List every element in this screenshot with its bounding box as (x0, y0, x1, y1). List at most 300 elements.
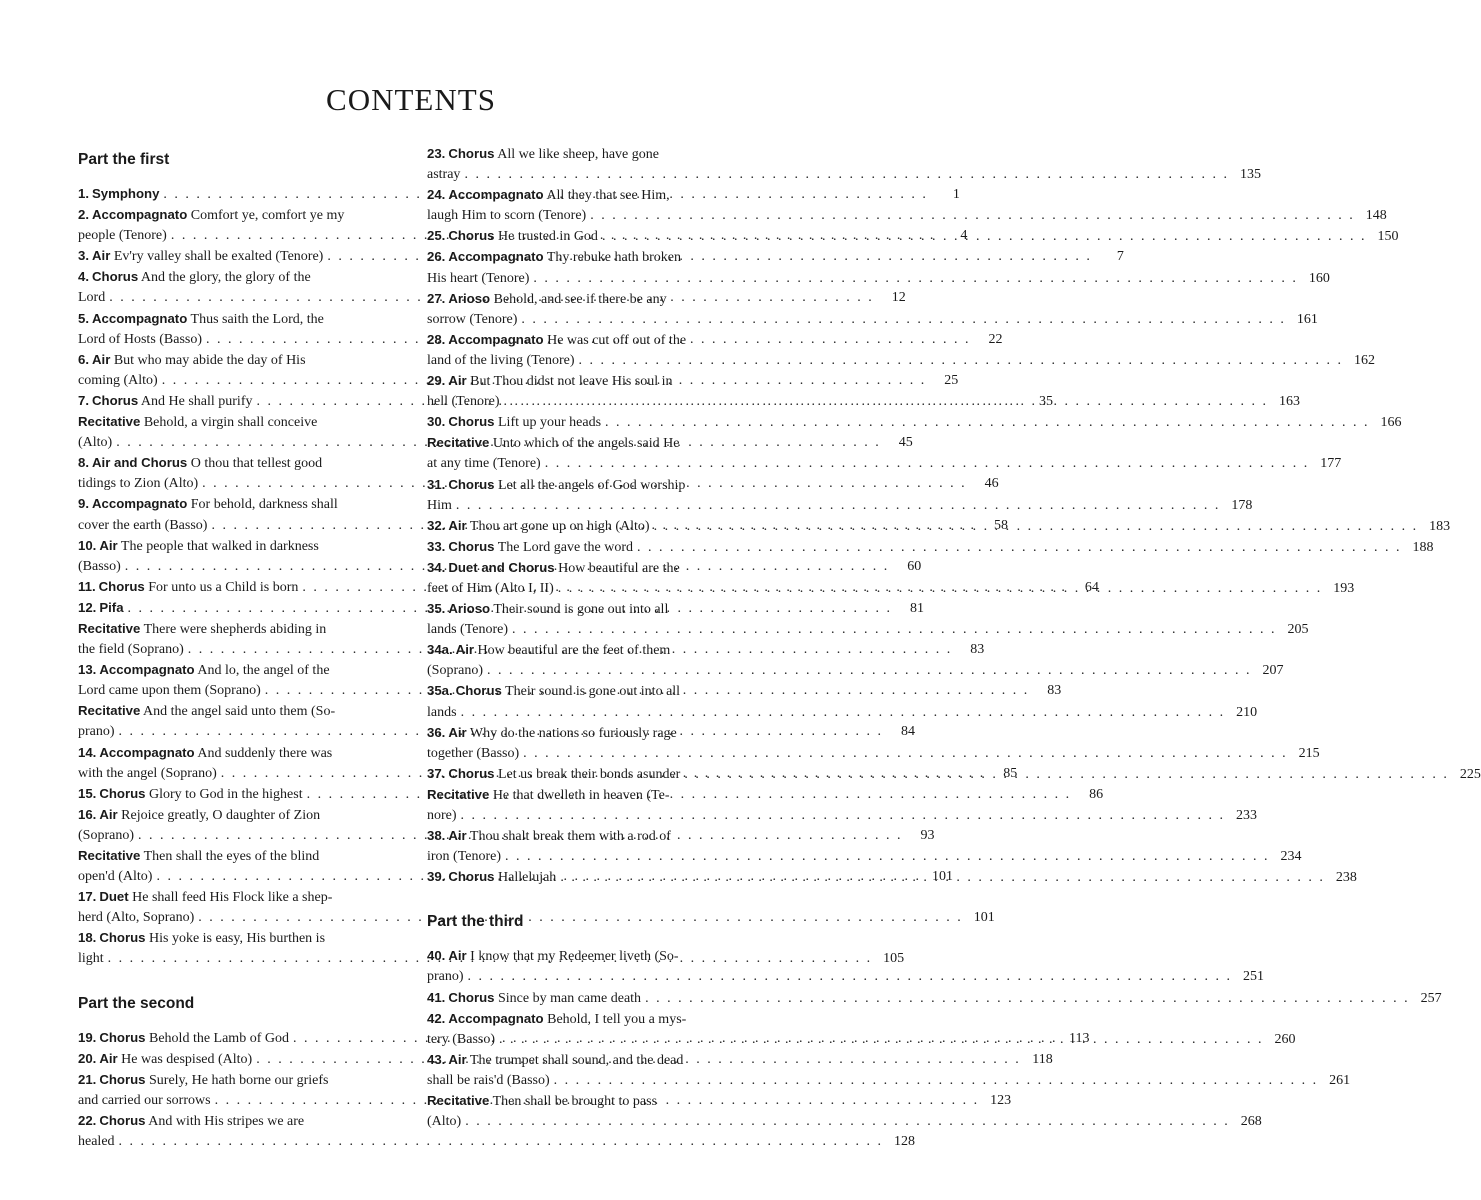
entry-text (427, 764, 680, 785)
entry-number: 2. (78, 207, 89, 223)
entry-title: All we like sheep, have gone (497, 147, 659, 162)
toc-entry-line (427, 703, 1258, 723)
page-number: 166 (1380, 415, 1402, 431)
entry-title: He that dwelleth in heaven (Te- (492, 787, 670, 803)
toc-entry-line (427, 165, 1261, 185)
entry-text (78, 246, 323, 267)
toc-entry-line (427, 351, 1376, 371)
dot-leader (512, 620, 1277, 640)
entry-text (427, 226, 598, 247)
entry-title: together (Basso) (427, 745, 520, 761)
entry-text (427, 392, 499, 412)
entry-type: Air (448, 517, 467, 533)
entry-title: Lord came upon them (Soprano) (78, 683, 261, 699)
page-number: 1 (952, 187, 960, 202)
entry-type: Duet (99, 889, 129, 905)
entry-title: He was despised (Alto) (121, 1051, 253, 1067)
dot-leader (461, 703, 1226, 723)
entry-number: 8. (78, 455, 89, 471)
page-number: 25 (944, 372, 959, 388)
entry-number: 17. (78, 889, 97, 905)
toc-entry (427, 988, 1442, 1009)
entry-title: (Soprano) (427, 663, 483, 679)
entry-type: Chorus (448, 869, 495, 885)
dot-leader (505, 847, 1270, 867)
entry-type: Chorus (448, 989, 495, 1005)
entry-text (427, 703, 457, 723)
entry-title: (Soprano) (78, 827, 134, 843)
entry-number: 34a. (427, 642, 453, 658)
entry-text (427, 537, 633, 558)
page-number: 160 (1308, 270, 1330, 286)
entry-number: 29. (427, 373, 446, 389)
entry-title: Behold, a virgin shall conceive (143, 415, 318, 431)
entry-title: The Lord gave the word (497, 539, 634, 555)
entry-text (78, 536, 319, 557)
entry-title: (Basso) (78, 558, 121, 574)
entry-text (78, 494, 338, 515)
entry-number: 39. (427, 869, 446, 885)
toc-entry-line (427, 723, 749, 744)
entry-text (78, 557, 121, 577)
entry-title: His yoke is easy, His burthen is (149, 931, 326, 947)
entry-text (78, 928, 325, 949)
entry-text (427, 371, 673, 392)
page-number: 64 (1084, 579, 1099, 595)
toc-entry-line (78, 412, 402, 433)
entry-number: 42. (427, 1010, 446, 1026)
entry-text (78, 453, 322, 474)
toc-entry (427, 226, 1399, 247)
entry-type: Chorus (98, 578, 145, 594)
section-heading: Part the second (78, 994, 195, 1012)
toc-entry-line (427, 744, 1320, 764)
entry-title: Their sound is gone out into all (505, 684, 681, 700)
entry-title: hell (Tenore) (427, 394, 500, 410)
entry-type: Air (99, 537, 118, 553)
entry-text (427, 723, 677, 744)
entry-number: 43. (427, 1051, 446, 1067)
entry-text (78, 826, 134, 846)
entry-title: Ev'ry valley shall be exalted (Tenore) (113, 249, 324, 265)
entry-title: Rejoice greatly, O daughter of Zion (121, 807, 321, 823)
entry-title: prano) (78, 724, 115, 740)
entry-title: lands (427, 704, 457, 720)
entry-type: Air and Chorus (92, 455, 188, 471)
page-number: 86 (1089, 786, 1104, 802)
toc-entry-line (427, 206, 1387, 226)
entry-number: 22. (78, 1112, 97, 1128)
entry-text (427, 433, 679, 454)
page-number: 207 (1262, 663, 1284, 679)
toc-entry-line (427, 1091, 749, 1112)
entry-number: 6. (78, 351, 89, 367)
toc-entry-line (78, 660, 402, 681)
toc-entry-line (78, 1132, 916, 1152)
entry-title: There were shepherds abiding in (143, 621, 327, 637)
page-number: 83 (970, 642, 985, 658)
entry-text (427, 661, 483, 681)
toc-entry-line (427, 640, 749, 661)
page-number: 35 (1038, 393, 1053, 409)
toc-entry-line (427, 785, 749, 806)
toc-entry-line (427, 496, 1253, 516)
entry-title: coming (Alto) (78, 372, 158, 388)
entry-title: His heart (Tenore) (427, 270, 530, 286)
entry-number: 23. (427, 146, 446, 161)
entry-text (78, 1049, 252, 1070)
entry-title: But Thou didst not leave His soul in (470, 374, 673, 390)
toc-entry-line (427, 269, 1330, 289)
page-number: 85 (1003, 765, 1018, 781)
entry-title: land of the living (Tenore) (427, 352, 575, 368)
entry-text (427, 579, 554, 599)
entry-title: prano) (427, 969, 464, 985)
toc-entry-line (78, 1111, 402, 1132)
entry-type: Air (99, 1050, 118, 1066)
page-number: 150 (1377, 229, 1399, 245)
entry-text (78, 908, 194, 928)
entry-type: Accompagnato (99, 662, 195, 678)
entry-number: 4. (78, 269, 89, 285)
dot-leader (456, 496, 1221, 516)
toc-entry-line (78, 887, 402, 908)
dot-leader (545, 454, 1310, 474)
toc-entry-line (78, 701, 402, 722)
toc-entry-line (427, 144, 749, 165)
page-number: 83 (1047, 683, 1062, 699)
entry-text (78, 184, 159, 205)
entry-title: Behold, I tell you a mys- (547, 1011, 687, 1027)
entry-text (427, 558, 680, 579)
entry-text (78, 577, 298, 598)
toc-entry-line (427, 946, 749, 967)
entry-type: Arioso (448, 290, 491, 306)
entry-text (78, 764, 217, 784)
dot-leader (503, 392, 1268, 412)
entry-text (427, 620, 508, 640)
entry-number: 37. (427, 765, 446, 781)
entry-type: Chorus (92, 392, 139, 408)
dot-leader (119, 1132, 884, 1152)
entry-title: and carried our sorrows (78, 1092, 211, 1108)
entry-text (427, 289, 667, 310)
page-number: 234 (1280, 849, 1302, 865)
entry-title: He trusted in God (498, 229, 598, 245)
entry-title: But who may abide the day of His (113, 352, 306, 368)
entry-text (78, 267, 311, 288)
entry-title: shall be rais'd (Basso) (427, 1072, 550, 1088)
toc-entry-line (427, 620, 1309, 640)
entry-number: 12. (78, 599, 97, 615)
entry-type: Accompagnato (92, 310, 188, 326)
entry-number: 13. (78, 662, 97, 678)
toc-entry (427, 412, 1402, 433)
entry-type: Chorus (455, 683, 502, 699)
page-number: 177 (1320, 456, 1342, 472)
page-number: 7 (1116, 249, 1124, 265)
entry-title: astray (427, 167, 461, 183)
page-number: 205 (1287, 622, 1309, 638)
entry-type: Air (92, 248, 111, 264)
entry-text (78, 722, 115, 742)
entry-text (427, 351, 575, 371)
entry-title: sorrow (Tenore) (427, 311, 518, 327)
toc-entry-line (427, 330, 749, 351)
entry-number: 7. (78, 392, 89, 408)
entry-text (78, 619, 326, 640)
entry-title: Then shall be brought to pass (492, 1094, 658, 1110)
entry-title: Their sound is gone out into all (493, 602, 669, 618)
entry-number: 33. (427, 538, 446, 554)
page-number: 210 (1236, 704, 1258, 720)
entry-title: cover the earth (Basso) (78, 517, 208, 533)
entry-text (78, 1091, 211, 1111)
dot-leader (605, 413, 1370, 433)
entry-title: Lift up your heads (498, 415, 602, 431)
entry-text (78, 949, 104, 969)
page-number: 233 (1236, 808, 1258, 823)
toc-entry-line (427, 1050, 749, 1071)
page-number: 81 (910, 600, 925, 616)
entry-title: Lord of Hosts (Basso) (78, 331, 203, 347)
toc-entry-line (78, 846, 402, 867)
entry-title: Since by man came death (498, 990, 642, 1006)
entry-title: He shall feed His Flock like a shep- (132, 890, 333, 906)
toc-entry-line (427, 247, 749, 268)
entry-text (78, 1132, 115, 1152)
entry-type: Chorus (448, 146, 495, 161)
entry-title: tidings to Zion (Alto) (78, 476, 199, 492)
toc-entry-line (78, 536, 402, 557)
entry-type: Chorus (448, 414, 495, 430)
entry-type: Chorus (92, 269, 139, 285)
entry-text (78, 371, 158, 391)
entry-text (427, 1091, 657, 1112)
page-number: 261 (1329, 1072, 1351, 1088)
page-number: 93 (920, 827, 935, 843)
entry-title: For behold, darkness shall (190, 497, 338, 513)
toc-entry-line (427, 967, 1265, 987)
entry-text (78, 516, 207, 536)
entry-title: iron (Tenore) (427, 849, 502, 865)
page-number: 260 (1274, 1031, 1296, 1047)
entry-text (427, 785, 669, 806)
entry-text (78, 474, 198, 494)
entry-text (78, 391, 252, 412)
page-number: 84 (901, 724, 916, 740)
toc-entry-line (427, 661, 1284, 681)
entry-type: Chorus (99, 1112, 146, 1128)
page-number: 148 (1365, 208, 1387, 224)
entry-type: Recitative (427, 1093, 490, 1109)
entry-type: Air (455, 642, 474, 658)
entry-type: Accompagnato (92, 496, 188, 512)
page-number: 46 (984, 476, 999, 492)
page-number: 178 (1231, 497, 1253, 513)
page-title: CONTENTS (326, 82, 496, 117)
entry-type: Air (448, 373, 467, 389)
dot-leader (533, 269, 1298, 289)
toc-entry-line (427, 371, 749, 392)
entry-title: And He shall purify (140, 393, 253, 409)
entry-number: 11. (78, 578, 96, 594)
entry-text (427, 475, 685, 496)
toc-entry (427, 537, 1434, 558)
entry-title: Thy rebuke hath broken (546, 250, 681, 266)
entry-number: 31. (427, 476, 446, 492)
entry-text (427, 496, 452, 516)
toc-entry-line (78, 453, 402, 474)
entry-number: 32. (427, 517, 446, 533)
entry-number: 30. (427, 414, 446, 430)
toc-entry-line (78, 928, 402, 949)
entry-text (78, 350, 306, 371)
page-number: 123 (990, 1092, 1012, 1108)
entry-text (78, 288, 105, 308)
entry-text (427, 599, 668, 620)
entry-title: with the angel (Soprano) (78, 765, 217, 781)
entry-type: Chorus (99, 1029, 146, 1045)
toc-entry-line (427, 599, 749, 620)
toc-entry-line (427, 826, 749, 847)
entry-text (427, 144, 659, 165)
entry-title: And lo, the angel of the (197, 663, 330, 679)
dot-leader (579, 351, 1344, 371)
toc-entry-line (78, 267, 402, 288)
entry-number: 35. (427, 601, 446, 617)
entry-text (78, 309, 324, 330)
entry-type: Accompagnato (448, 249, 544, 265)
entry-number: 34. (427, 559, 446, 575)
entry-text (427, 744, 519, 764)
toc-entry (427, 185, 1387, 226)
dot-leader (521, 310, 1286, 330)
page-number: 45 (898, 435, 913, 451)
entry-number: 40. (427, 948, 446, 964)
page-number: 238 (1335, 870, 1357, 886)
entry-title: I know that my Redeemer liveth (So- (470, 949, 679, 965)
entry-type: Air (448, 724, 467, 740)
entry-type: Duet and Chorus (448, 559, 555, 575)
entry-title: Lord (78, 290, 106, 306)
entry-text (427, 330, 686, 351)
entry-type: Accompagnato (448, 187, 544, 203)
entry-title: at any time (Tenore) (427, 456, 541, 472)
entry-title: herd (Alto, Soprano) (78, 910, 195, 926)
entry-text (427, 1030, 495, 1050)
toc-entry (427, 144, 1261, 185)
entry-type: Air (448, 1051, 467, 1067)
page-number: 118 (1032, 1051, 1053, 1067)
entry-text (427, 185, 670, 206)
dot-leader (684, 765, 1449, 785)
toc-entry-line (427, 185, 749, 206)
page-number: 105 (883, 951, 905, 967)
entry-type: Recitative (78, 620, 141, 636)
page-number: 163 (1278, 394, 1300, 410)
toc-entry-line (427, 226, 1399, 247)
entry-text (78, 330, 202, 350)
entry-text (427, 516, 650, 537)
entry-text (427, 867, 556, 888)
entry-type: Pifa (99, 599, 124, 615)
entry-title: He was cut off out of the (547, 332, 687, 348)
entry-text (427, 988, 641, 1009)
entry-title: And with His stripes we are (148, 1113, 305, 1129)
toc-entry-line (427, 988, 1442, 1009)
entry-type: Recitative (78, 703, 141, 719)
entry-type: Recitative (427, 786, 490, 802)
entry-text (78, 1028, 289, 1049)
toc-entry-line (427, 454, 1342, 474)
toc-entry-line (427, 537, 1434, 558)
section-heading: Part the first (78, 151, 170, 168)
entry-text (427, 1112, 461, 1132)
entry-number: 21. (78, 1071, 97, 1087)
entry-text (427, 640, 670, 661)
entry-title: Surely, He hath borne our griefs (149, 1072, 329, 1088)
entry-number: 28. (427, 331, 446, 347)
entry-title: All they that see Him, (546, 188, 670, 204)
entry-text (78, 598, 124, 619)
entry-title: (Alto) (78, 435, 113, 451)
entry-text (427, 412, 601, 433)
toc-entry-line (427, 412, 1402, 433)
entry-text (427, 1071, 550, 1091)
entry-text (78, 1070, 328, 1091)
entry-type: Chorus (448, 476, 495, 492)
entry-title: O thou that tellest good (190, 456, 323, 472)
entry-text (427, 206, 586, 226)
entry-text (78, 640, 184, 660)
entry-title: healed (78, 1134, 115, 1150)
entry-title: Hallelujah (498, 870, 557, 886)
entry-type: Chorus (99, 930, 146, 946)
page-number: 268 (1240, 1114, 1262, 1130)
dot-leader (461, 806, 1226, 826)
entry-text (427, 1050, 683, 1071)
entry-type: Accompagnato (99, 744, 195, 760)
entry-text (78, 805, 320, 826)
entry-number: 27. (427, 290, 446, 306)
toc-entry-line (427, 289, 749, 310)
entry-title: nore) (427, 808, 457, 823)
entry-title: And the angel said unto them (So- (143, 704, 336, 720)
dot-leader (464, 165, 1229, 185)
entry-number: 41. (427, 989, 446, 1005)
entry-number: 35a. (427, 683, 453, 699)
entry-title: And suddenly there was (197, 745, 333, 761)
page-number: 193 (1333, 580, 1355, 596)
entry-title: Thus saith the Lord, the (190, 311, 324, 327)
page-number: 188 (1412, 539, 1434, 555)
dot-leader (558, 579, 1323, 599)
entry-text (427, 967, 464, 987)
entry-title: Then shall the eyes of the blind (143, 849, 320, 864)
entry-type: Chorus (99, 785, 146, 801)
entry-text (78, 743, 332, 764)
dot-leader (637, 538, 1402, 558)
entry-title: (Alto) (427, 1114, 462, 1130)
entry-number: 26. (427, 249, 446, 265)
page-number: 215 (1298, 745, 1320, 761)
toc-entry-line (427, 1071, 1351, 1091)
entry-title: How beautiful are the (558, 560, 680, 576)
toc-entry-line (427, 1009, 749, 1030)
entry-title: Behold, and see if there be any (493, 291, 667, 307)
entry-text (427, 310, 517, 330)
